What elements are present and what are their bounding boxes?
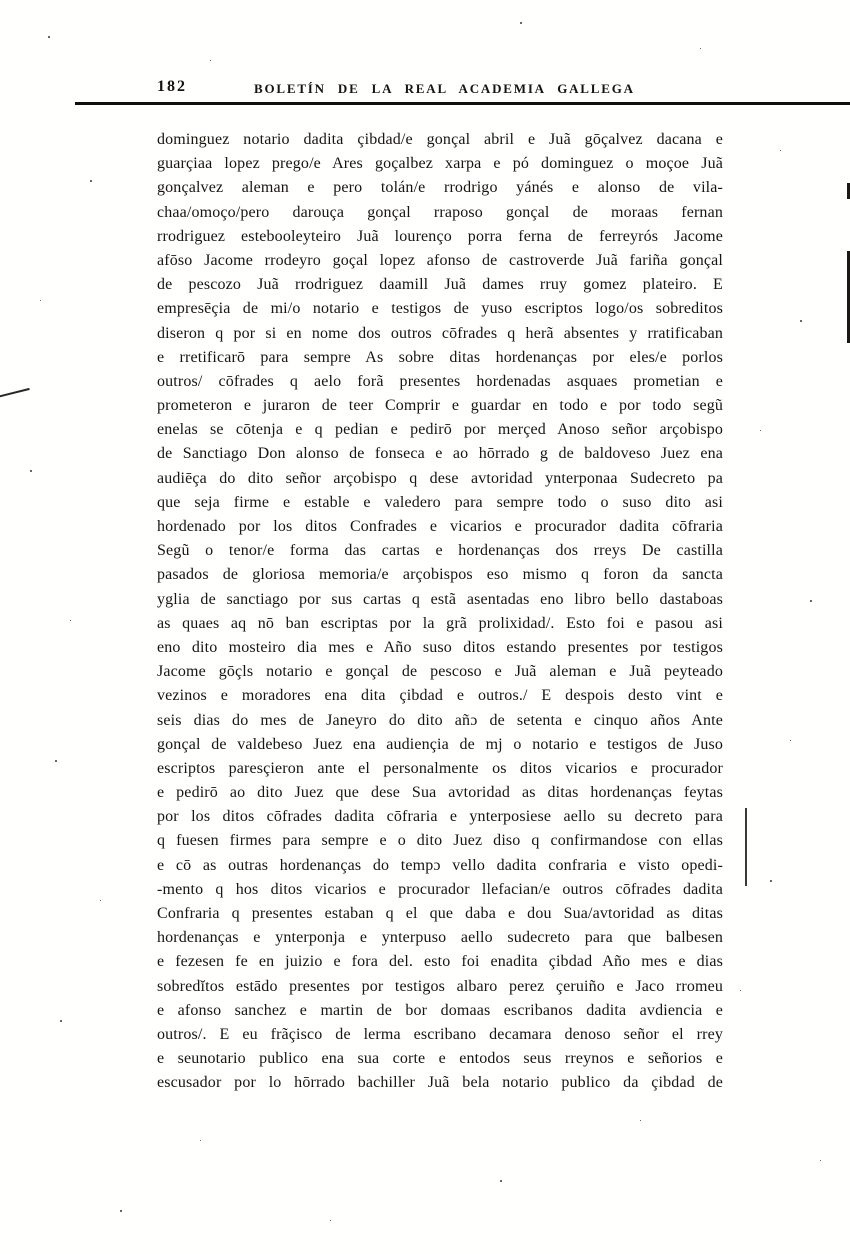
- text-line: hordenado por los ditos Confrades e vicarios e procurador dadita cōfraria: [157, 518, 723, 535]
- scan-speckle: [60, 1020, 62, 1022]
- scan-speckle: [55, 760, 57, 762]
- scan-speckle: [820, 1160, 821, 1161]
- text-line: diseron q por si en nome dos outros cōfrades q herã absentes y rratificaban: [157, 324, 723, 342]
- text-line: e seunotario publico ena sua corte e entodos seus rreynos e señorios e: [157, 1050, 723, 1068]
- text-line: rrodriguez estebooleyteiro Juã lourenço porra ferna de ferreyrós Jacome: [157, 227, 723, 245]
- text-line: -mento q hos ditos vicarios e procurador llefacian/e outros cōfrades dadita: [157, 880, 723, 898]
- scan-speckle: [520, 22, 522, 24]
- text-line: e fezesen fe en juizio e fora del. esto foi enadita çibdad Año mes e dias: [157, 953, 723, 971]
- scan-speckle: [200, 1140, 201, 1141]
- scan-speckle: [700, 48, 701, 49]
- text-line: yglia de sanctiago por sus cartas q estã asentadas eno libro bello dastaboas: [157, 590, 723, 608]
- scan-speckle: [780, 150, 781, 151]
- left-margin-pen-stroke: [0, 388, 30, 398]
- page-number: 182: [157, 78, 187, 95]
- text-line: escriptos paresçieron ante el personalmente os ditos vicarios e procurador: [157, 759, 723, 777]
- text-line: Segũ o tenor/e forma das cartas e hordenanças dos rreys De castilla: [157, 542, 723, 560]
- scan-speckle: [790, 740, 791, 741]
- text-line: guarçiaa lopez prego/e Ares goçalbez xarpa e pó dominguez o moçoe Juã: [157, 155, 723, 173]
- document-text-block: [157, 128, 723, 1096]
- text-line: empresēçia de mi/o notario e testigos de yuso escriptos logo/os sobreditos: [157, 300, 723, 318]
- running-head: [157, 78, 723, 100]
- scan-speckle: [770, 880, 772, 882]
- scan-speckle: [40, 300, 41, 301]
- text-line: por los ditos cōfrades dadita cōfraria e ynterposiese aello su decreto para: [157, 808, 723, 826]
- scan-speckle: [640, 1120, 641, 1121]
- scan-speckle: [30, 470, 32, 472]
- text-line: sobredĭtos estādo presentes por testigos albaro perez çeruiño e Jaco rromeu: [157, 977, 723, 995]
- text-line: dominguez notario dadita çibdad/e gonçal abril e Juã gōçalvez dacana e: [157, 131, 723, 148]
- text-line: outros/ cōfrades q aelo forã presentes hordenadas asquaes prometian e: [157, 372, 723, 390]
- scan-speckle: [120, 1210, 122, 1212]
- text-line: enelas se cōtenja e q pedian e pedirō por merçed Anoso señor arçobispo: [157, 421, 723, 439]
- text-line: audiēça do dito señor arçobispo q dese avtoridad ynterponaa Sudecreto pa: [157, 469, 723, 487]
- text-line: gonçal de valdebeso Juez ena audiençia de mj o notario e testigos de Juso: [157, 735, 723, 753]
- text-line: de Sanctiago Don alonso de fonseca e ao hōrrado g de baldoveso Juez ena: [157, 445, 723, 463]
- scan-speckle: [500, 1180, 502, 1182]
- text-line: vezinos e moradores ena dita çibdad e outros./ E despois desto vint e: [157, 687, 723, 705]
- text-line: seis dias do mes de Janeyro do dito añɔ de setenta e cinquo años Ante: [157, 711, 723, 729]
- scan-speckle: [810, 600, 812, 602]
- scan-speckle: [48, 36, 50, 38]
- text-line: escusador por lo hōrrado bachiller Juã bela notario publico da çibdad de: [157, 1074, 723, 1092]
- text-line: gonçalvez aleman e pero tolán/e rrodrigo yánés e alonso de vila-: [157, 179, 723, 197]
- text-line: e cō as outras hordenanças do tempɔ vello dadita confraria e visto opedi-: [157, 856, 723, 874]
- text-line: e pedirō ao dito Juez que dese Sua avtoridad as ditas hordenanças feytas: [157, 784, 723, 802]
- scan-speckle: [90, 180, 92, 182]
- text-line: prometeron e juraron de teer Comprir e guardar en todo e por todo segũ: [157, 397, 723, 415]
- scan-speckle: [740, 990, 741, 991]
- text-line: que seja firme e estable e valedero para sempre todo o suso dito asi: [157, 493, 723, 511]
- text-line: pasados de gloriosa memoria/e arçobispos eso mismo q foron da sancta: [157, 566, 723, 584]
- text-line: afōso Jacome rrodeyro goçal lopez afonso de castroverde Juã fariña gonçal: [157, 251, 723, 269]
- text-line: Confraria q presentes estaban q el que daba e dou Sua/avtoridad as ditas: [157, 905, 723, 922]
- header-rule: [75, 102, 850, 105]
- text-line: q fuesen firmes para sempre e o dito Juez diso q confirmandose con ellas: [157, 832, 723, 850]
- text-line: de pescozo Juã rrodriguez daamill Juã dames rruy gomez plateiro. E: [157, 276, 723, 294]
- text-line: chaa/omoço/pero darouça gonçal rraposo gonçal de moraas fernan: [157, 203, 723, 221]
- scan-speckle: [210, 60, 211, 61]
- text-line: as quaes aq nō ban escriptas por la grã prolixidad/. Esto foi e pasou asi: [157, 614, 723, 632]
- journal-header-title: BOLETÍN DE LA REAL ACADEMIA GALLEGA: [254, 81, 635, 96]
- scan-speckle: [70, 620, 71, 621]
- scan-speckle: [800, 320, 802, 322]
- text-line: hordenanças e ynterponja e ynterpuso aello sudecreto para que balbesen: [157, 929, 723, 947]
- right-margin-pen-line: [745, 808, 747, 886]
- text-line: Jacome gōçls notario e gonçal de pescoso e Juã aleman e Juã peyteado: [157, 663, 723, 681]
- text-line: outros/. E eu frãçisco de lerma escribano decamara denoso señor el rrey: [157, 1025, 723, 1043]
- text-line: eno dito mosteiro dia mes e Año suso ditos estando presentes por testigos: [157, 638, 723, 656]
- text-line: e afonso sanchez e martin de bor domaas escribanos dadita avdiencia e: [157, 1001, 723, 1019]
- text-line: e rretificarō para sempre As sobre ditas hordenanças por eles/e porlos: [157, 348, 723, 366]
- scan-speckle: [330, 1220, 331, 1221]
- scan-speckle: [100, 900, 101, 901]
- scan-speckle: [760, 430, 761, 431]
